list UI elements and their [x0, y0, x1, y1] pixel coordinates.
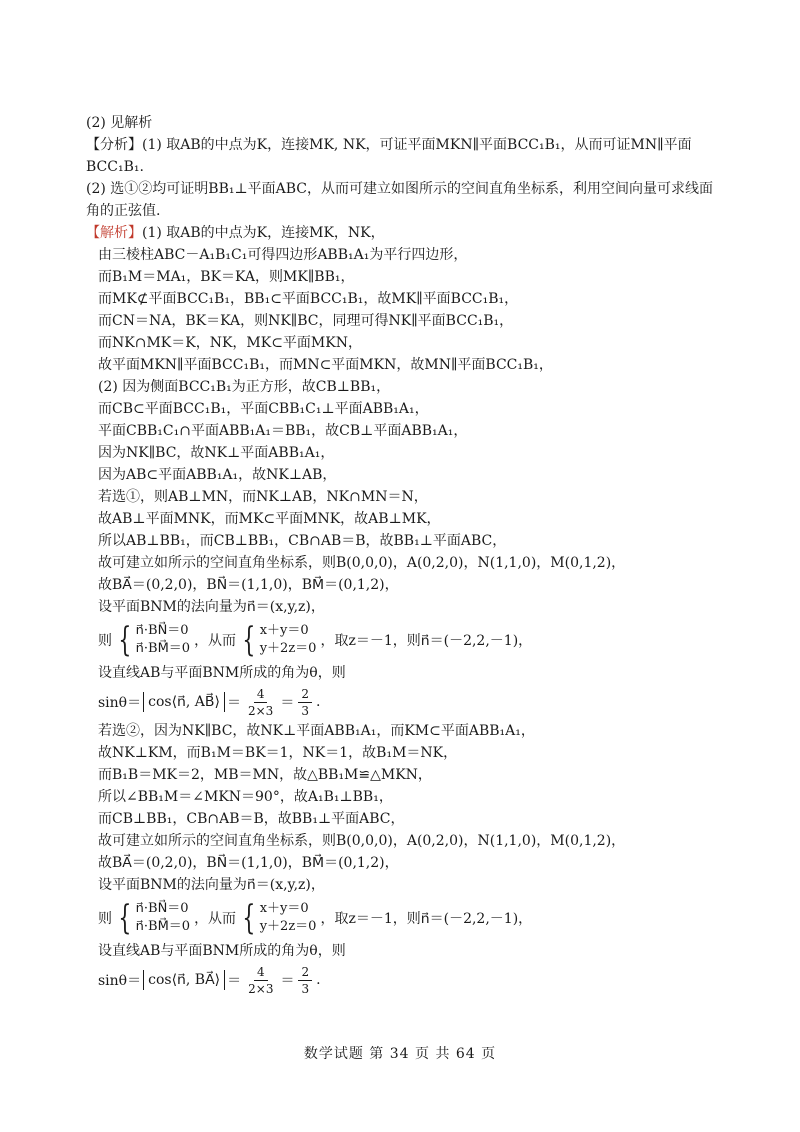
- sine-formula-2: sinθ＝ cos⟨n⃗, BA⃗⟩ ＝ $\frac{4}{2\times 3}$ ＝ $\frac{2}{3}$ .: [98, 964, 321, 996]
- analysis-line-3: (2) 选①②均可证明BB₁⊥平面ABC，从而可建立如图所示的空间直角坐标系，利用空间向量可求线面: [86, 181, 714, 197]
- solution-tag: 【解析】: [86, 225, 142, 241]
- page-footer: 数学试题 第 34 页 共 64 页: [303, 1046, 497, 1062]
- solution-line: 若选②，因为NK∥BC，故NK⊥平面ABB₁A₁，而KM⊂平面ABB₁A₁，: [98, 723, 535, 739]
- solution-line: 若选①，则AB⊥MN，而NK⊥AB，NK∩MN＝N，: [98, 489, 428, 505]
- brace-icon: {: [242, 620, 256, 660]
- solution-line: 故BA⃗＝(0,2,0)，BN⃗＝(1,1,0)，BM⃗＝(0,1,2)，: [98, 855, 399, 871]
- equation-system-1: 则 { n⃗·BN⃗＝0 n⃗·BM⃗＝0 ，从而 { x＋y＝0 y＋2z＝0 ，取z＝－1，则n⃗＝(－2,2,－1)，: [98, 620, 533, 660]
- solution-line: 故可建立如所示的空间直角坐标系，则B(0,0,0)，A(0,2,0)，N(1,1,0)，M(0,1,2)，: [98, 833, 626, 849]
- sine-formula-1: sinθ＝ cos⟨n⃗, AB⃗⟩ ＝ $\frac{4}{2\times 3}$ ＝ $\frac{2}{3}$ .: [98, 686, 321, 718]
- solution-line: 而CN＝NA，BK＝KA，则NK∥BC，同理可得NK∥平面BCC₁B₁，: [98, 313, 514, 329]
- solution-line-1: 【解析】(1) 取AB的中点为K，连接MK，NK，: [86, 225, 385, 241]
- analysis-line-2: BCC₁B₁.: [86, 159, 144, 175]
- solution-line: 而CB⊥BB₁，CB∩AB＝B，故BB₁⊥平面ABC，: [98, 811, 405, 827]
- fraction: $\frac{4}{2\times 3}$: [248, 964, 274, 996]
- solution-line: 故可建立如所示的空间直角坐标系，则B(0,0,0)，A(0,2,0)，N(1,1,0)，M(0,1,2)，: [98, 555, 626, 571]
- analysis-tag: 【分析】: [86, 137, 142, 153]
- solution-line: 而CB⊂平面BCC₁B₁，平面CBB₁C₁⊥平面ABB₁A₁，: [98, 401, 429, 417]
- fraction: $\frac{2}{3}$: [298, 964, 312, 997]
- answer-2: (2) 见解析: [86, 115, 153, 131]
- solution-line: (2) 因为侧面BCC₁B₁为正方形，故CB⊥BB₁，: [98, 379, 391, 395]
- solution-line: 故NK⊥KM，而B₁M＝BK＝1，NK＝1，故B₁M＝NK，: [98, 745, 458, 761]
- solution-line: 因为AB⊂平面ABB₁A₁，故NK⊥AB，: [98, 467, 337, 483]
- fraction: $\frac{2}{3}$: [298, 686, 312, 719]
- solution-line: 故BA⃗＝(0,2,0)，BN⃗＝(1,1,0)，BM⃗＝(0,1,2)，: [98, 577, 399, 593]
- solution-line: 由三棱柱ABC－A₁B₁C₁可得四边形ABB₁A₁为平行四边形，: [98, 247, 468, 263]
- fraction: $\frac{4}{2\times 3}$: [247, 686, 274, 718]
- solution-line: 故平面MKN∥平面BCC₁B₁，而MN⊂平面MKN，故MN∥平面BCC₁B₁，: [98, 357, 553, 373]
- analysis-line-4: 角的正弦值.: [86, 203, 161, 219]
- solution-line: 所以∠BB₁M＝∠MKN＝90°，故A₁B₁⊥BB₁，: [98, 789, 393, 805]
- brace-icon: {: [118, 620, 132, 660]
- solution-line: 设直线AB与平面BNM所成的角为θ，则: [98, 665, 346, 681]
- solution-line: 所以AB⊥BB₁，而CB⊥BB₁，CB∩AB＝B，故BB₁⊥平面ABC，: [98, 533, 507, 549]
- solution-line: 而B₁M＝MA₁，BK＝KA，则MK∥BB₁，: [98, 269, 355, 285]
- solution-line: 而MK⊄平面BCC₁B₁，BB₁⊂平面BCC₁B₁，故MK∥平面BCC₁B₁，: [98, 291, 519, 307]
- solution-line: 设直线AB与平面BNM所成的角为θ，则: [98, 943, 346, 959]
- solution-content: [86, 112, 726, 998]
- solution-line: 而B₁B＝MK＝2，MB＝MN，故△BB₁M≌△MKN，: [98, 767, 432, 783]
- analysis-line-1: 【分析】(1) 取AB的中点为K，连接MK, NK，可证平面MKN∥平面BCC₁B₁，从而可证MN∥平面: [86, 137, 692, 153]
- brace-icon: {: [118, 898, 132, 938]
- solution-line: 故AB⊥平面MNK，而MK⊂平面MNK，故AB⊥MK，: [98, 511, 441, 527]
- solution-line: 设平面BNM的法向量为n⃗＝(x,y,z)，: [98, 877, 325, 893]
- solution-line: 因为NK∥BC，故NK⊥平面ABB₁A₁，: [98, 445, 335, 461]
- solution-line: 平面CBB₁C₁∩平面ABB₁A₁＝BB₁，故CB⊥平面ABB₁A₁，: [98, 423, 468, 439]
- equation-system-2: 则 { n⃗·BN⃗＝0 n⃗·BM⃗＝0 ，从而 { x＋y＝0 y＋2z＝0 ，取z＝－1，则n⃗＝(－2,2,－1)，: [98, 898, 533, 938]
- solution-line: 设平面BNM的法向量为n⃗＝(x,y,z)，: [98, 599, 325, 615]
- brace-icon: {: [242, 898, 256, 938]
- solution-line: 而NK∩MK＝K，NK，MK⊂平面MKN，: [98, 335, 362, 351]
